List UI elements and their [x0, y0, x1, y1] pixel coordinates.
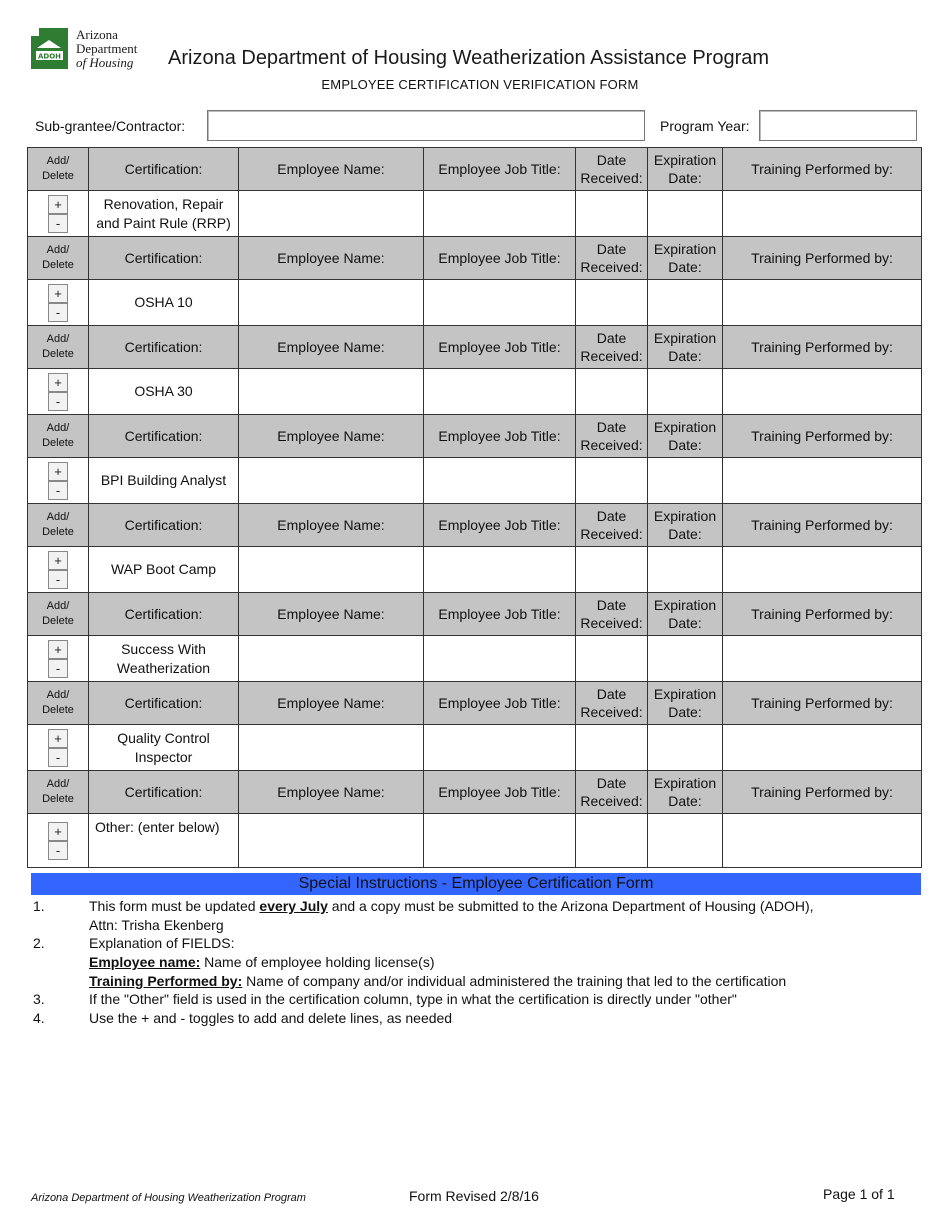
add-row-button[interactable]: +: [48, 462, 68, 481]
instruction-training-performed: Training Performed by: Name of company and/or individual administered the training that led to the certification: [89, 973, 787, 989]
instruction-3-number: 3.: [33, 991, 45, 1007]
expiration-date-input[interactable]: [648, 191, 723, 237]
table-header-row: [28, 148, 922, 191]
add-row-button[interactable]: +: [48, 822, 68, 841]
date-received-input[interactable]: [576, 280, 648, 326]
employee-name-header: Employee Name:: [239, 326, 424, 369]
logo-badge-text: ADOH: [37, 52, 62, 61]
employee-name-input[interactable]: [239, 369, 424, 415]
training-performed-input[interactable]: [723, 725, 922, 771]
certification-cell: [89, 191, 239, 237]
toggle-cell: [28, 369, 89, 415]
table-row: [28, 369, 922, 415]
date-received-header: Date Received:: [576, 593, 648, 636]
subgrantee-input[interactable]: [207, 110, 645, 141]
job-title-input[interactable]: [424, 636, 576, 682]
toggle-cell: [28, 725, 89, 771]
certification-cell: [89, 814, 239, 868]
certification-header: Certification:: [89, 237, 239, 280]
expiration-date-header: Expiration Date:: [648, 237, 723, 280]
add-row-button[interactable]: +: [48, 640, 68, 659]
add-row-button[interactable]: +: [48, 373, 68, 392]
toggle-cell: [28, 280, 89, 326]
table-header-row: [28, 682, 922, 725]
add-delete-header: Add/ Delete: [28, 771, 89, 814]
certification-table-body: [28, 148, 922, 868]
table-header-row: [28, 326, 922, 369]
date-received-header: Date Received:: [576, 415, 648, 458]
add-delete-header: Add/ Delete: [28, 415, 89, 458]
footer-revision: Form Revised 2/8/16: [409, 1188, 539, 1204]
training-performed-header: Training Performed by:: [723, 771, 922, 814]
job-title-input[interactable]: [424, 369, 576, 415]
table-row: [28, 191, 922, 237]
certification-cell: [89, 725, 239, 771]
instruction-4: Use the + and - toggles to add and delete lines, as needed: [89, 1010, 453, 1026]
date-received-header: Date Received:: [576, 237, 648, 280]
add-delete-header: Add/ Delete: [28, 326, 89, 369]
employee-name-header: Employee Name:: [239, 771, 424, 814]
job-title-input[interactable]: [424, 191, 576, 237]
date-received-input[interactable]: [576, 636, 648, 682]
job-title-header: Employee Job Title:: [424, 237, 576, 280]
expiration-date-header: Expiration Date:: [648, 415, 723, 458]
toggle-cell: [28, 458, 89, 504]
logo-line-1: Arizona: [76, 27, 118, 42]
employee-name-input[interactable]: [239, 458, 424, 504]
certification-cell: [89, 369, 239, 415]
expiration-date-input[interactable]: [648, 725, 723, 771]
certification-cell: [89, 458, 239, 504]
date-received-input[interactable]: [576, 369, 648, 415]
delete-row-button[interactable]: -: [48, 481, 68, 500]
table-row: [28, 814, 922, 868]
date-received-header: Date Received:: [576, 148, 648, 191]
toggle-cell: [28, 191, 89, 237]
training-performed-input[interactable]: [723, 547, 922, 593]
delete-row-button[interactable]: -: [48, 748, 68, 767]
delete-row-button[interactable]: -: [48, 570, 68, 589]
certification-header: Certification:: [89, 593, 239, 636]
delete-row-button[interactable]: -: [48, 392, 68, 411]
table-header-row: [28, 593, 922, 636]
instruction-1-attn: Attn: Trisha Ekenberg: [89, 917, 224, 933]
employee-name-input[interactable]: [239, 191, 424, 237]
employee-name-header: Employee Name:: [239, 237, 424, 280]
job-title-header: Employee Job Title:: [424, 504, 576, 547]
instruction-2: Explanation of FIELDS:: [89, 935, 235, 951]
certification-cell: [89, 280, 239, 326]
certification-cell: [89, 547, 239, 593]
footer-page-number: Page 1 of 1: [823, 1186, 895, 1202]
add-delete-header: Add/ Delete: [28, 237, 89, 280]
job-title-input[interactable]: [424, 547, 576, 593]
employee-name-input[interactable]: [239, 725, 424, 771]
training-performed-header: Training Performed by:: [723, 593, 922, 636]
expiration-date-header: Expiration Date:: [648, 504, 723, 547]
certification-table: [27, 147, 922, 868]
expiration-date-header: Expiration Date:: [648, 593, 723, 636]
add-row-button[interactable]: +: [48, 195, 68, 214]
expiration-date-header: Expiration Date:: [648, 326, 723, 369]
employee-name-input[interactable]: [239, 636, 424, 682]
job-title-header: Employee Job Title:: [424, 593, 576, 636]
toggle-cell: [28, 814, 89, 868]
job-title-input[interactable]: [424, 458, 576, 504]
job-title-header: Employee Job Title:: [424, 415, 576, 458]
table-row: [28, 458, 922, 504]
certification-label: WAP Boot Camp: [110, 561, 217, 577]
job-title-header: Employee Job Title:: [424, 326, 576, 369]
add-delete-header: Add/ Delete: [28, 504, 89, 547]
logo-line-3: of Housing: [76, 55, 134, 70]
table-row: [28, 725, 922, 771]
training-performed-header: Training Performed by:: [723, 326, 922, 369]
certification-cell: [89, 636, 239, 682]
date-received-header: Date Received:: [576, 504, 648, 547]
logo-wordmark: [76, 28, 156, 70]
employee-name-header: Employee Name:: [239, 593, 424, 636]
job-title-input[interactable]: [424, 814, 576, 868]
delete-row-button[interactable]: -: [48, 841, 68, 860]
table-row: [28, 280, 922, 326]
certification-header: Certification:: [89, 326, 239, 369]
program-year-label: Program Year:: [660, 118, 750, 134]
date-received-input[interactable]: [576, 725, 648, 771]
instruction-1: This form must be updated every July and a copy must be submitted to the Arizona Department of Housing (ADOH),: [89, 898, 814, 914]
training-performed-header: Training Performed by:: [723, 415, 922, 458]
certification-label: BPI Building Analyst: [100, 472, 227, 488]
employee-name-header: Employee Name:: [239, 504, 424, 547]
certification-header: Certification:: [89, 771, 239, 814]
table-header-row: [28, 237, 922, 280]
job-title-header: Employee Job Title:: [424, 682, 576, 725]
delete-row-button[interactable]: -: [48, 659, 68, 678]
employee-name-input[interactable]: [239, 814, 424, 868]
training-performed-input[interactable]: [723, 280, 922, 326]
subgrantee-label: Sub-grantee/Contractor:: [35, 118, 186, 134]
job-title-input[interactable]: [424, 725, 576, 771]
certification-header: Certification:: [89, 415, 239, 458]
employee-name-input[interactable]: [239, 547, 424, 593]
training-performed-input[interactable]: [723, 458, 922, 504]
certification-label: OSHA 30: [134, 383, 193, 399]
date-received-input[interactable]: [576, 547, 648, 593]
instruction-1-number: 1.: [33, 898, 45, 914]
training-performed-input[interactable]: [723, 636, 922, 682]
add-delete-header: Add/ Delete: [28, 593, 89, 636]
table-header-row: [28, 504, 922, 547]
expiration-date-input[interactable]: [648, 636, 723, 682]
instruction-employee-name: Employee name: Name of employee holding license(s): [89, 954, 435, 970]
table-header-row: [28, 415, 922, 458]
delete-row-button[interactable]: -: [48, 214, 68, 233]
date-received-header: Date Received:: [576, 771, 648, 814]
add-row-button[interactable]: +: [48, 551, 68, 570]
table-row: [28, 636, 922, 682]
adoh-logo-icon: [31, 28, 68, 69]
certification-header: Certification:: [89, 682, 239, 725]
training-performed-input[interactable]: [723, 369, 922, 415]
employee-name-header: Employee Name:: [239, 148, 424, 191]
expiration-date-input[interactable]: [648, 280, 723, 326]
footer-program-name: Arizona Department of Housing Weatherization Program: [31, 1192, 306, 1204]
certification-header: Certification:: [89, 148, 239, 191]
certification-label: OSHA 10: [134, 294, 193, 310]
certification-label: Renovation, Repair and Paint Rule (RRP): [96, 195, 231, 231]
expiration-date-input[interactable]: [648, 814, 723, 868]
special-instructions-title: Special Instructions - Employee Certification Form: [31, 873, 921, 895]
training-performed-header: Training Performed by:: [723, 237, 922, 280]
delete-row-button[interactable]: -: [48, 303, 68, 322]
certification-label: Success With Weatherization: [116, 640, 211, 676]
program-year-input[interactable]: [759, 110, 917, 141]
expiration-date-input[interactable]: [648, 458, 723, 504]
certification-label: Other: (enter below): [95, 819, 220, 835]
certification-label: Quality Control Inspector: [117, 729, 210, 765]
certification-header: Certification:: [89, 504, 239, 547]
training-performed-input[interactable]: [723, 814, 922, 868]
every-july-emphasis: every July: [259, 898, 328, 914]
training-performed-input[interactable]: [723, 191, 922, 237]
expiration-date-header: Expiration Date:: [648, 771, 723, 814]
add-delete-header: Add/ Delete: [28, 682, 89, 725]
job-title-input[interactable]: [424, 280, 576, 326]
date-received-input[interactable]: [576, 191, 648, 237]
date-received-input[interactable]: [576, 458, 648, 504]
toggle-cell: [28, 547, 89, 593]
date-received-input[interactable]: [576, 814, 648, 868]
job-title-header: Employee Job Title:: [424, 771, 576, 814]
training-performed-header: Training Performed by:: [723, 504, 922, 547]
page-title: Arizona Department of Housing Weatherization Assistance Program: [168, 47, 770, 69]
form-subtitle: EMPLOYEE CERTIFICATION VERIFICATION FORM: [321, 77, 639, 92]
date-received-header: Date Received:: [576, 682, 648, 725]
table-row: [28, 547, 922, 593]
expiration-date-header: Expiration Date:: [648, 148, 723, 191]
adoh-logo: [31, 28, 68, 69]
employee-name-header: Employee Name:: [239, 415, 424, 458]
employee-name-header: Employee Name:: [239, 682, 424, 725]
instruction-2-number: 2.: [33, 935, 45, 951]
toggle-cell: [28, 636, 89, 682]
date-received-header: Date Received:: [576, 326, 648, 369]
add-row-button[interactable]: +: [48, 729, 68, 748]
add-row-button[interactable]: +: [48, 284, 68, 303]
table-header-row: [28, 771, 922, 814]
job-title-header: Employee Job Title:: [424, 148, 576, 191]
training-performed-header: Training Performed by:: [723, 148, 922, 191]
instruction-3: If the "Other" field is used in the certification column, type in what the certification is directly under "other": [89, 991, 737, 1007]
expiration-date-header: Expiration Date:: [648, 682, 723, 725]
expiration-date-input[interactable]: [648, 547, 723, 593]
logo-line-2: Department: [76, 41, 138, 56]
expiration-date-input[interactable]: [648, 369, 723, 415]
training-performed-header: Training Performed by:: [723, 682, 922, 725]
employee-name-input[interactable]: [239, 280, 424, 326]
add-delete-header: Add/ Delete: [28, 148, 89, 191]
instruction-4-number: 4.: [33, 1010, 45, 1026]
